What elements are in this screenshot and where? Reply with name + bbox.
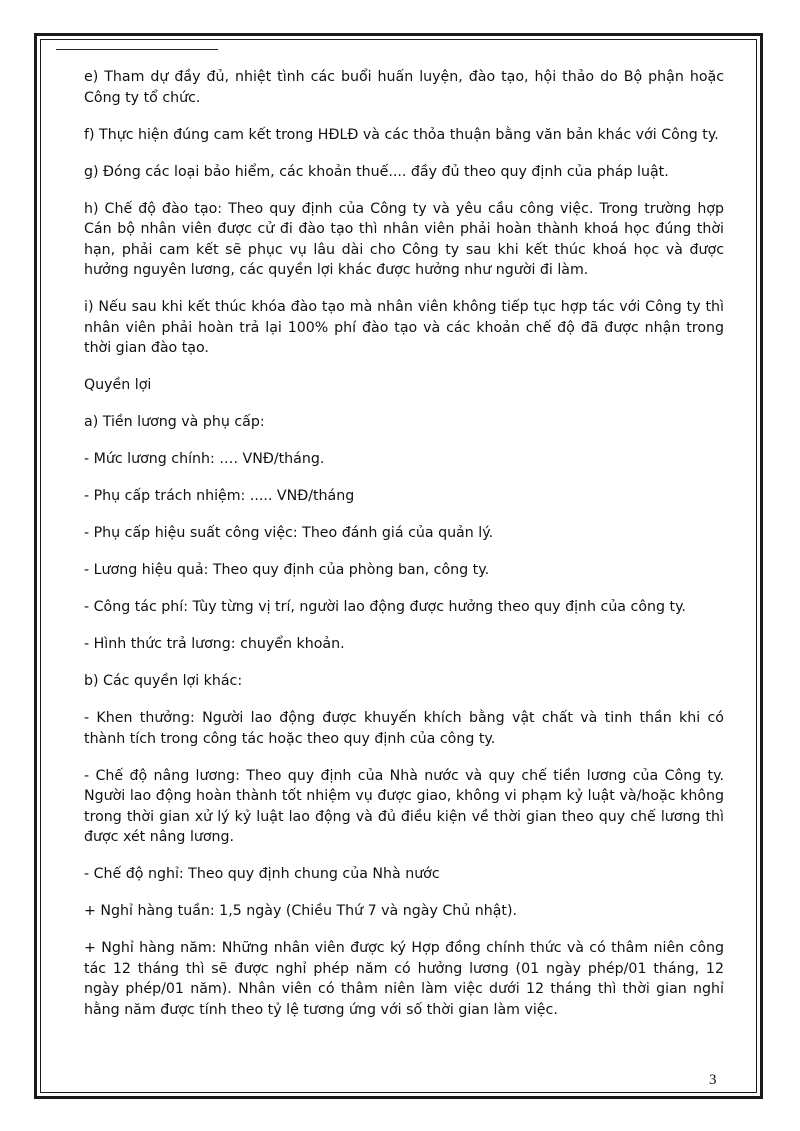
salary-responsibility-allowance: - Phụ cấp trách nhiệm: ..... VNĐ/tháng bbox=[84, 488, 355, 504]
salary-business-trip: - Công tác phí: Tùy từng vị trí, người lao động được hưởng theo quy định của công ty. bbox=[84, 599, 686, 615]
page-number: 3 bbox=[709, 1072, 717, 1088]
subsection-salary: a) Tiền lương và phụ cấp: bbox=[84, 414, 265, 430]
subsection-other-benefits: b) Các quyền lợi khác: bbox=[84, 673, 243, 689]
header-rule bbox=[56, 49, 218, 50]
benefit-salary-raise: - Chế độ nâng lương: Theo quy định của Nhà nước và quy chế tiền lương của Công ty. Người lao động hoàn thành tốt nhiệm vụ được giao, không vi phạm kỷ luật và/hoặc không trong thời gian xử lý kỷ luật lao động và đủ điều kiện về thời gian theo quy chế lương thì được xét nâng lương. bbox=[84, 767, 724, 845]
document-body bbox=[84, 67, 724, 1037]
salary-efficiency: - Lương hiệu quả: Theo quy định của phòng ban, công ty. bbox=[84, 562, 490, 578]
section-heading-benefits: Quyền lợi bbox=[84, 377, 152, 393]
clause-g: g) Đóng các loại bảo hiểm, các khoản thuế.... đầy đủ theo quy định của pháp luật. bbox=[84, 163, 669, 180]
clause-f: f) Thực hiện đúng cam kết trong HĐLĐ và các thỏa thuận bằng văn bản khác với Công ty. bbox=[84, 126, 719, 143]
clause-h: h) Chế độ đào tạo: Theo quy định của Công ty và yêu cầu công việc. Trong trường hợp Cán bộ nhân viên được cử đi đào tạo thì nhân viên phải hoàn thành khoá học đúng thời hạn, phải cam kết sẽ phục vụ lâu dài cho Công ty sau khi kết thúc khoá học và được hưởng nguyên lương, các quyền lợi khác được hưởng như người đi làm. bbox=[84, 200, 724, 278]
benefit-rewards: - Khen thưởng: Người lao động được khuyến khích bằng vật chất và tinh thần khi có thành tích trong công tác hoặc theo quy định của công ty. bbox=[84, 710, 724, 747]
leave-weekly: + Nghỉ hàng tuần: 1,5 ngày (Chiều Thứ 7 và ngày Chủ nhật). bbox=[84, 903, 518, 919]
benefit-leave: - Chế độ nghỉ: Theo quy định chung của Nhà nước bbox=[84, 866, 440, 882]
leave-annual: + Nghỉ hàng năm: Những nhân viên được ký Hợp đồng chính thức và có thâm niên công tác 12 tháng thì sẽ được nghỉ phép năm có hưởng lương (01 ngày phép/01 tháng, 12 ngày phép/01 năm). Nhân viên có thâm niên làm việc dưới 12 tháng thì thời gian nghỉ hằng năm được tính theo tỷ lệ tương ứng với số thời gian làm việc. bbox=[84, 940, 724, 1018]
salary-base: - Mức lương chính: …. VNĐ/tháng. bbox=[84, 451, 325, 467]
salary-performance-allowance: - Phụ cấp hiệu suất công việc: Theo đánh giá của quản lý. bbox=[84, 525, 494, 541]
salary-payment-method: - Hình thức trả lương: chuyển khoản. bbox=[84, 636, 345, 652]
clause-i: i) Nếu sau khi kết thúc khóa đào tạo mà nhân viên không tiếp tục hợp tác với Công ty thì nhân viên phải hoàn trả lại 100% phí đào tạo và các khoản chế độ đã được nhận trong thời gian đào tạo. bbox=[84, 299, 724, 356]
clause-e: e) Tham dự đầy đủ, nhiệt tình các buổi huấn luyện, đào tạo, hội thảo do Bộ phận hoặc Công ty tổ chức. bbox=[84, 69, 724, 106]
